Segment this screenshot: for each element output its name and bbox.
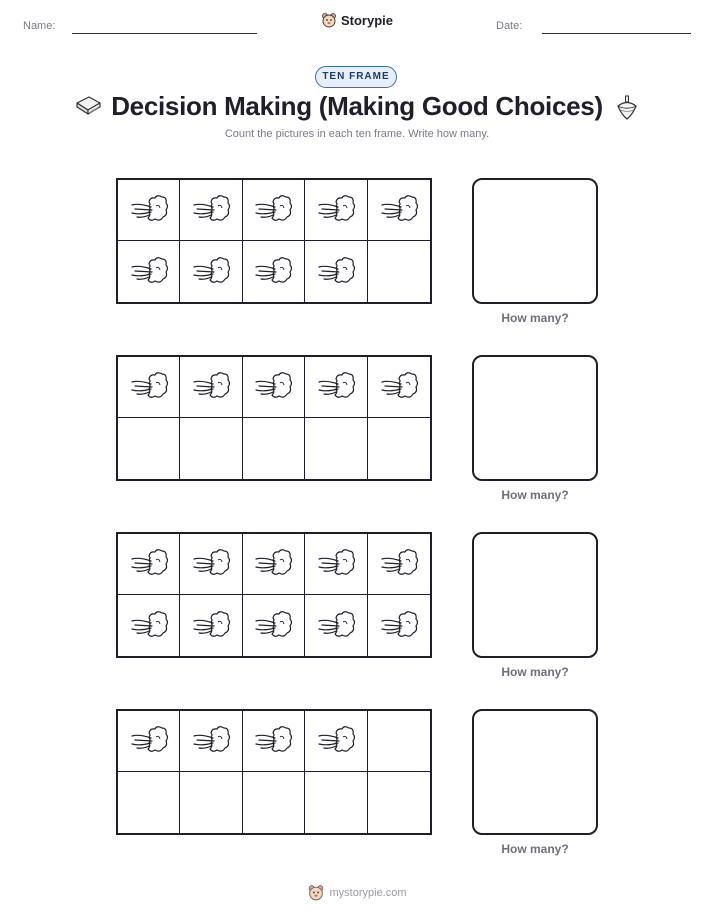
footer-url[interactable]: mystorypie.com — [329, 887, 407, 899]
wind-gust-icon — [379, 609, 419, 643]
ten-frame-cell — [243, 418, 305, 479]
storypie-mascot-icon — [307, 884, 325, 902]
wind-gust-icon — [316, 609, 356, 643]
wind-gust-icon — [253, 255, 293, 289]
ten-frame — [116, 178, 432, 304]
ten-frame-cell — [180, 357, 242, 418]
date-line[interactable] — [542, 33, 691, 34]
ten-frame-cell — [118, 241, 180, 302]
brand-header — [0, 12, 714, 34]
wind-gust-icon — [191, 547, 231, 581]
how-many-label: How many? — [501, 842, 569, 856]
ten-frame-cell — [305, 357, 367, 418]
wind-gust-icon — [191, 724, 231, 758]
ten-frame-cell — [243, 595, 305, 656]
ten-frame-cell — [243, 534, 305, 595]
wind-gust-icon — [253, 547, 293, 581]
ten-frame-cell — [118, 357, 180, 418]
wind-gust-icon — [379, 547, 419, 581]
answer-box[interactable] — [472, 532, 598, 658]
wind-gust-icon — [191, 609, 231, 643]
ten-frame-cell — [180, 241, 242, 302]
ten-frame-cell — [368, 180, 430, 241]
wind-gust-icon — [129, 193, 169, 227]
wind-gust-icon — [129, 724, 169, 758]
ten-frame-cell — [368, 357, 430, 418]
answer-box[interactable] — [472, 709, 598, 835]
ten-frame-cell — [180, 711, 242, 772]
wind-gust-icon — [129, 370, 169, 404]
ten-frame-cell — [243, 241, 305, 302]
wind-gust-icon — [253, 724, 293, 758]
ten-frame-cell — [118, 772, 180, 833]
wind-gust-icon — [379, 193, 419, 227]
wind-gust-icon — [379, 370, 419, 404]
ten-frame-cell — [305, 418, 367, 479]
ten-frame-cell — [368, 534, 430, 595]
wind-gust-icon — [191, 193, 231, 227]
wind-gust-icon — [316, 193, 356, 227]
ten-frame-cell — [118, 180, 180, 241]
ten-frame-cell — [305, 241, 367, 302]
ten-frame-cell — [118, 595, 180, 656]
ten-frame-cell — [305, 180, 367, 241]
ten-frame — [116, 532, 432, 658]
wind-gust-icon — [316, 547, 356, 581]
ten-frame-cell — [305, 534, 367, 595]
ten-frame — [116, 355, 432, 481]
wind-gust-icon — [129, 609, 169, 643]
ten-frame-cell — [368, 241, 430, 302]
wind-gust-icon — [316, 724, 356, 758]
ten-frame-cell — [118, 711, 180, 772]
ten-frame-cell — [180, 772, 242, 833]
ten-frame-cell — [118, 418, 180, 479]
ten-frame-cell — [180, 180, 242, 241]
answer-box[interactable] — [472, 178, 598, 304]
footer — [0, 884, 714, 907]
ten-frame-cell — [305, 595, 367, 656]
ten-frame-cell — [368, 418, 430, 479]
ten-frame-cell — [368, 711, 430, 772]
date-label: Date: — [496, 20, 523, 32]
ten-frame-tag: TEN FRAME — [315, 66, 397, 88]
wind-gust-icon — [129, 255, 169, 289]
ten-frame-cell — [368, 772, 430, 833]
wind-gust-icon — [316, 370, 356, 404]
ten-frame-cell — [243, 711, 305, 772]
ten-frame-cell — [180, 595, 242, 656]
page-subtitle: Count the pictures in each ten frame. Write how many. — [224, 128, 490, 140]
wind-gust-icon — [191, 255, 231, 289]
ten-frame-cell — [180, 418, 242, 479]
ten-frame-cell — [243, 357, 305, 418]
wind-gust-icon — [191, 370, 231, 404]
how-many-label: How many? — [501, 311, 569, 325]
wind-gust-icon — [253, 193, 293, 227]
brand-name: Storypie — [340, 13, 393, 28]
wind-gust-icon — [253, 609, 293, 643]
ten-frame-cell — [118, 534, 180, 595]
ten-frame-cell — [180, 534, 242, 595]
how-many-label: How many? — [501, 665, 569, 679]
answer-box[interactable] — [472, 355, 598, 481]
ten-frame — [116, 709, 432, 835]
ten-frame-cell — [305, 772, 367, 833]
wind-gust-icon — [253, 370, 293, 404]
ten-frame-cell — [243, 772, 305, 833]
ten-frame-cell — [368, 595, 430, 656]
page-title: Decision Making (Making Good Choices) — [111, 91, 603, 121]
name-label: Name: — [23, 20, 56, 32]
storypie-mascot-icon — [321, 12, 337, 29]
wind-gust-icon — [129, 547, 169, 581]
wind-gust-icon — [316, 255, 356, 289]
ten-frame-cell — [243, 180, 305, 241]
ten-frame-cell — [305, 711, 367, 772]
how-many-label: How many? — [501, 488, 569, 502]
